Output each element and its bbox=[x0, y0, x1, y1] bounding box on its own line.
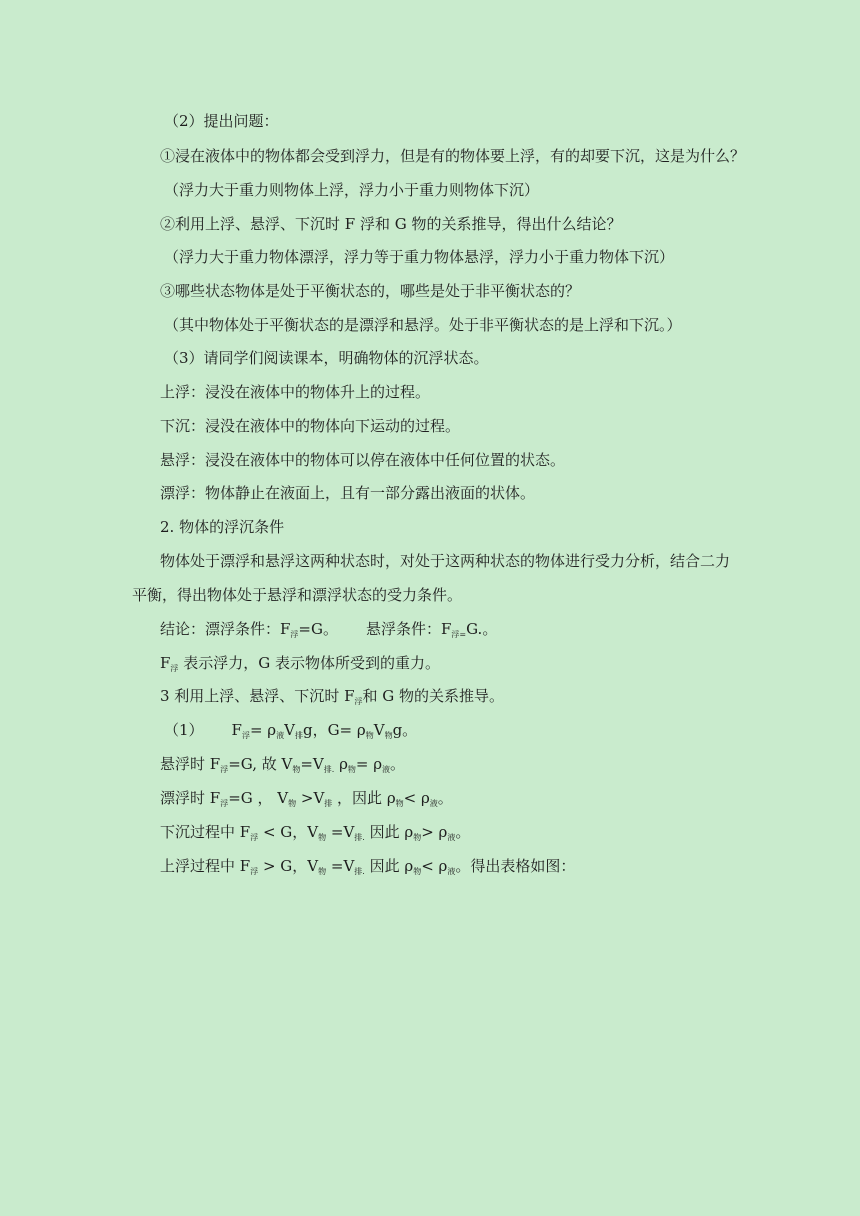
conclusion-line: 结论：漂浮条件：$F_浮=G$。 悬浮条件：$F_{浮=}G$.。 bbox=[160, 620, 498, 639]
answer-1: （浮力大于重力则物体上浮，浮力小于重力则物体下沉） bbox=[164, 181, 540, 199]
answer-3: （其中物体处于平衡状态的是漂浮和悬浮。处于非平衡状态的是上浮和下沉。） bbox=[164, 316, 682, 334]
derivation-heading: 3 利用上浮、悬浮、下沉时 $F_浮$和 G 物的关系推导。 bbox=[160, 687, 505, 706]
section-heading: 2. 物体的浮沉条件 bbox=[160, 518, 285, 536]
definition-sink: 下沉：浸没在液体中的物体向下运动的过程。 bbox=[160, 417, 461, 435]
paragraph-line-2: 平衡，得出物体处于悬浮和漂浮状态的受力条件。 bbox=[132, 586, 463, 604]
answer-2: （浮力大于重力物体漂浮，浮力等于重力物体悬浮，浮力小于重力物体下沉） bbox=[164, 248, 675, 266]
formula-line: （1） $F_浮= \rho_液V_排g$，$G= \rho_物V_物g$。 bbox=[164, 721, 418, 740]
definition-float: 漂浮：物体静止在液面上，且有一部分露出液面的状体。 bbox=[160, 484, 536, 502]
rise-derivation: 上浮过程中 $F_浮 > G$，$V_物 =V_{排.}$ 因此 $\rho_物< \rho_液$。得出表格如图： bbox=[160, 857, 576, 876]
question-heading: （2）提出问题： bbox=[164, 112, 279, 130]
symbol-explanation: $F_浮$ 表示浮力，G 表示物体所受到的重力。 bbox=[160, 654, 440, 673]
sink-derivation: 下沉过程中 $F_浮 < G$，$V_物 =V_{排.}$ 因此 $\rho_物> \rho_液$。 bbox=[160, 823, 471, 842]
reading-instruction: （3）请同学们阅读课本，明确物体的沉浮状态。 bbox=[164, 349, 489, 367]
question-3: ③哪些状态物体是处于平衡状态的，哪些是处于非平衡状态的？ bbox=[160, 282, 581, 300]
definition-suspend: 悬浮：浸没在液体中的物体可以停在液体中任何位置的状态。 bbox=[160, 451, 566, 469]
suspend-derivation: 悬浮时 $F_浮=G$, 故 $V_物=V_{排.}$ $\rho_物= \rho_液$。 bbox=[160, 755, 406, 774]
float-derivation: 漂浮时 $F_浮=G$ ， $V_物 >V_排$ ，因此 $\rho_物< \rho_液$。 bbox=[160, 789, 453, 808]
definition-rise: 上浮：浸没在液体中的物体升上的过程。 bbox=[160, 383, 431, 401]
question-1: ①浸在液体中的物体都会受到浮力，但是有的物体要上浮，有的却要下沉，这是为什么？ bbox=[160, 147, 746, 165]
question-2: ②利用上浮、悬浮、下沉时 F 浮和 G 物的关系推导，得出什么结论？ bbox=[160, 215, 622, 233]
paragraph-line-1: 物体处于漂浮和悬浮这两种状态时，对处于这两种状态的物体进行受力分析，结合二力 bbox=[160, 552, 731, 570]
